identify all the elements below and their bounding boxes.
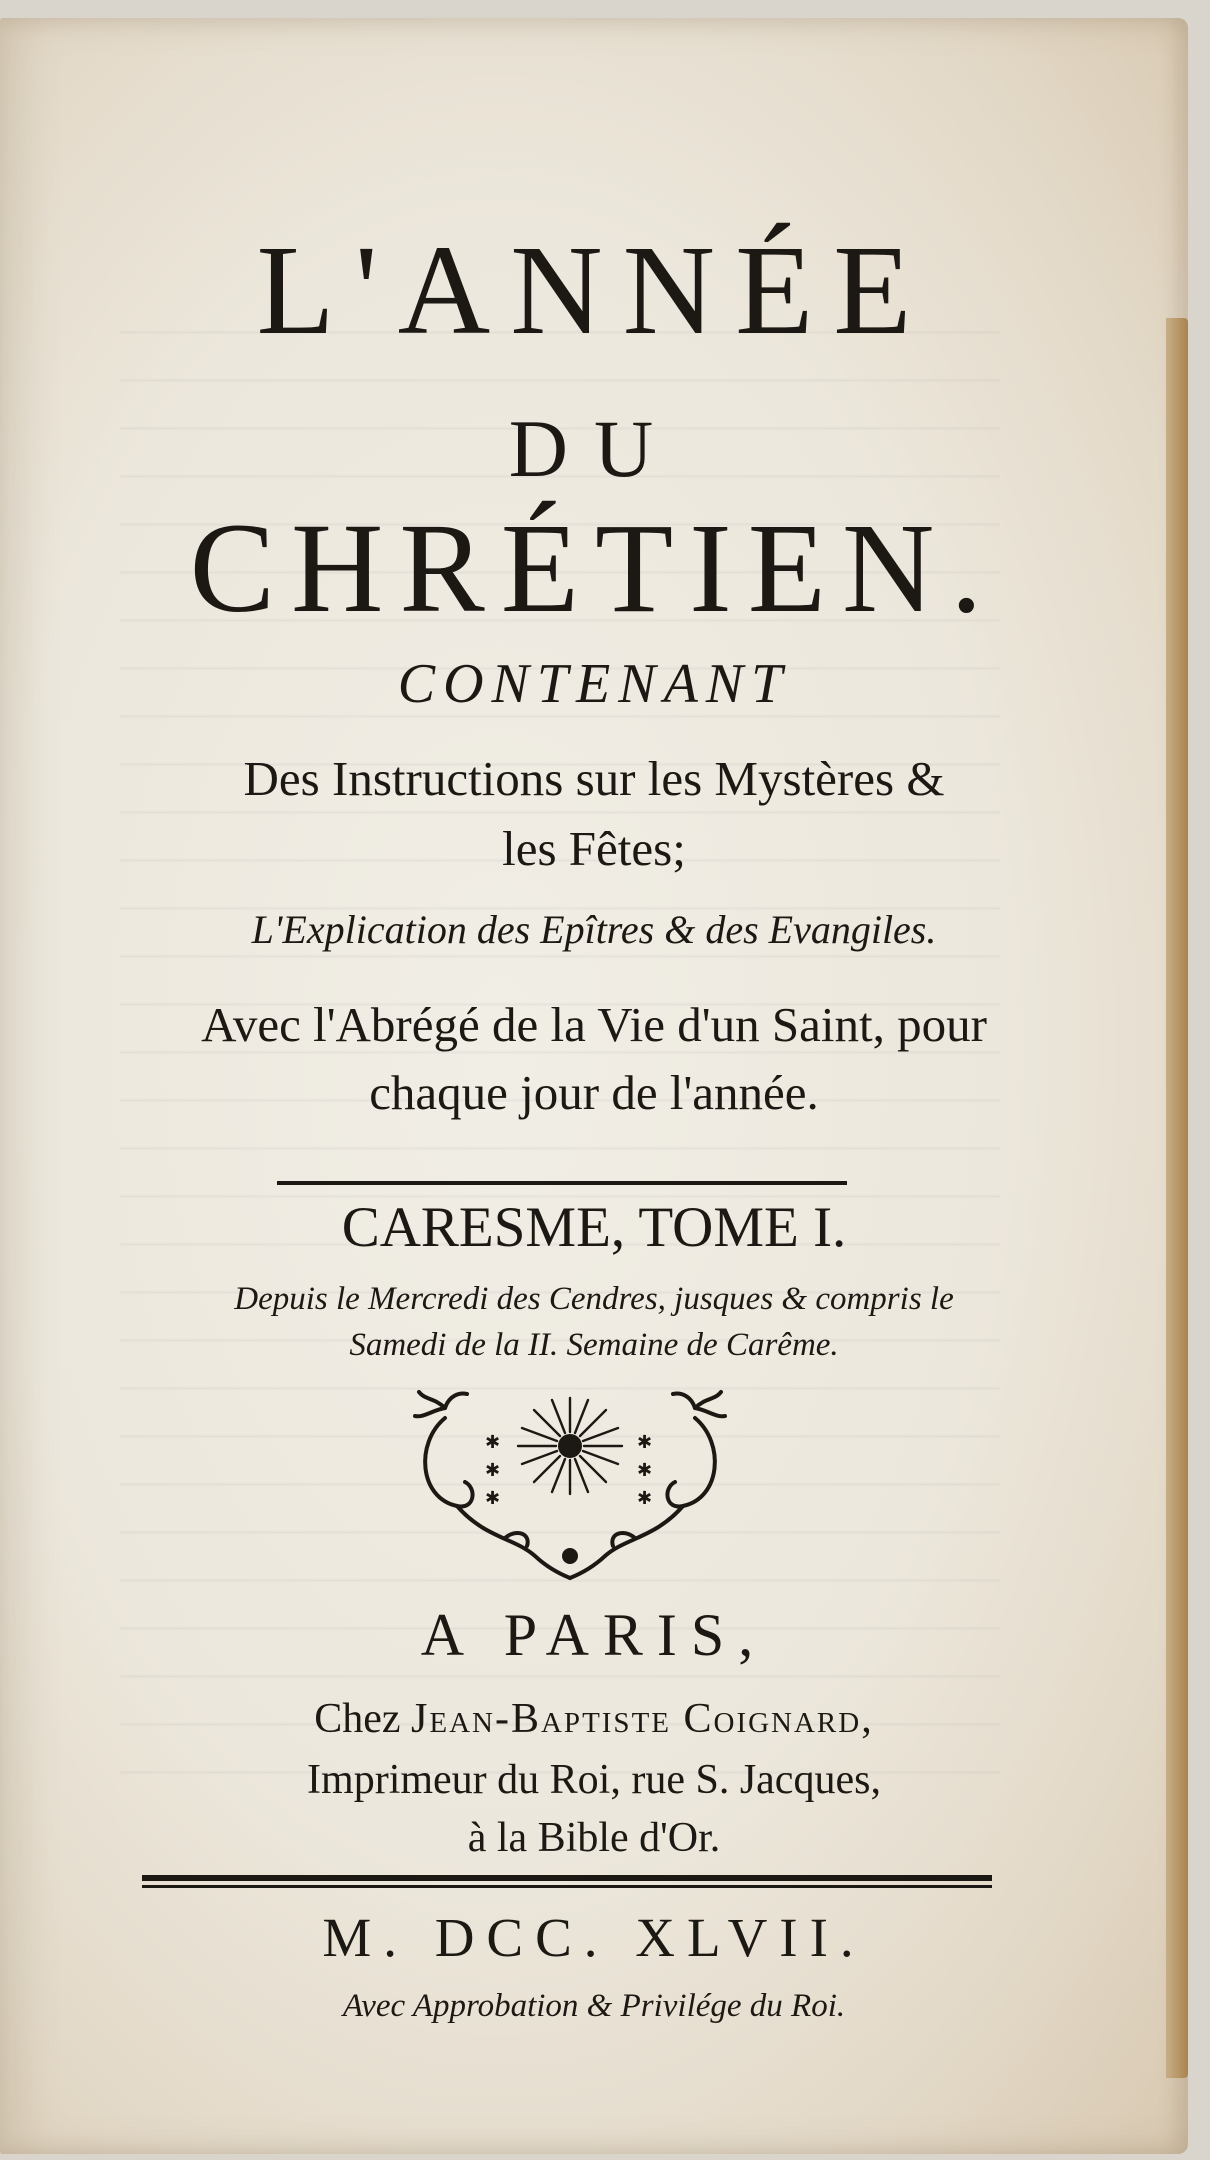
title-line-annee: L'ANNÉE	[256, 219, 932, 361]
title-page	[0, 18, 1188, 2154]
imprint-date: M. DCC. XLVII.	[322, 1907, 866, 1968]
subtitle-line-3: L'Explication des Epîtres & des Evangiles.	[251, 907, 937, 952]
subtitle-line-1: Des Instructions sur les Mystères &	[243, 751, 945, 806]
contenant-heading: CONTENANT	[397, 653, 791, 715]
imprint-printer-name: Jean-Baptiste Coignard,	[411, 1696, 874, 1742]
subtitle-line-2: les Fêtes;	[502, 821, 686, 876]
double-rule	[142, 1875, 992, 1893]
imprint-printer-line-2: Imprimeur du Roi, rue S. Jacques,	[307, 1757, 881, 1803]
imprint-city: A PARIS,	[420, 1602, 768, 1668]
double-rule-thick	[142, 1875, 992, 1881]
svg-text:✱: ✱	[485, 1432, 501, 1453]
title-line-chretien: CHRÉTIEN.	[189, 497, 999, 639]
volume-scope-line-1: Depuis le Mercredi des Cendres, jusques & compris le	[234, 1281, 954, 1317]
svg-text:✱: ✱	[485, 1460, 501, 1481]
subtitle-line-5: chaque jour de l'année.	[369, 1065, 819, 1120]
subtitle-line-4: Avec l'Abrégé de la Vie d'un Saint, pour	[201, 997, 987, 1052]
printers-ornament-icon	[405, 1388, 735, 1583]
volume-scope-line-2: Samedi de la II. Semaine de Carême.	[349, 1327, 839, 1363]
title-line-du: DU	[508, 403, 680, 494]
imprint-printer-line-1	[0, 1698, 1188, 1740]
imprint-printer-line-3: à la Bible d'Or.	[467, 1815, 721, 1861]
svg-text:✱: ✱	[637, 1432, 653, 1453]
imprint-printer-prefix: Chez	[314, 1696, 401, 1742]
imprint-approbation: Avec Approbation & Privilége du Roi.	[342, 1988, 846, 2024]
svg-text:✱: ✱	[637, 1488, 653, 1509]
volume-heading: CARESME, TOME I.	[341, 1196, 847, 1259]
svg-text:✱: ✱	[637, 1460, 653, 1481]
double-rule-thin	[142, 1885, 992, 1888]
svg-text:✱: ✱	[485, 1488, 501, 1509]
divider-rule	[277, 1181, 847, 1185]
